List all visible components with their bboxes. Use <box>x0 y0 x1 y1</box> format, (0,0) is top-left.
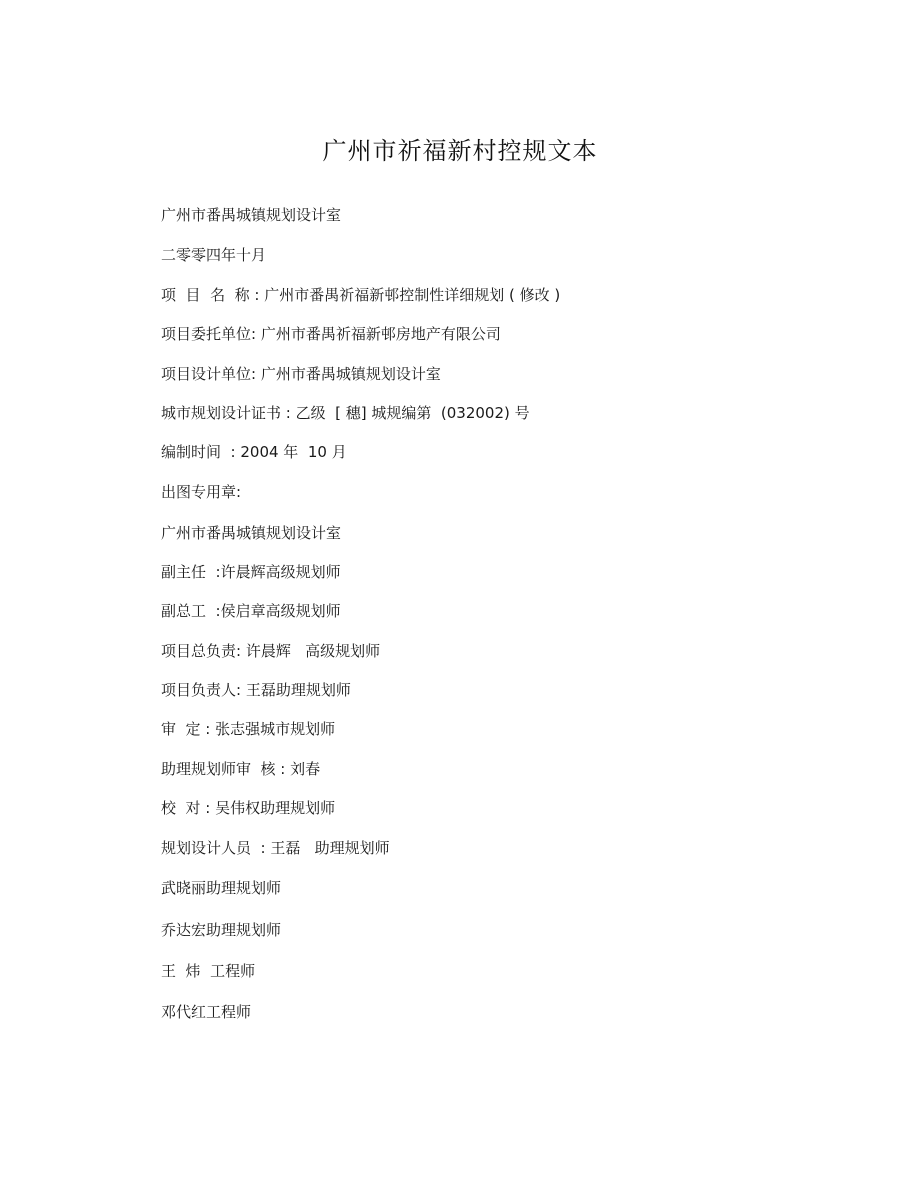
design-unit-line: 项目设计单位: 广州市番禺城镇规划设计室 <box>161 365 441 383</box>
stamp-org-line: 广州市番禺城镇规划设计室 <box>161 524 342 542</box>
deputy-director-line: 副主任 :许晨辉高级规划师 <box>161 563 341 581</box>
client-line: 项目委托单位: 广州市番禺祈福新邨房地产有限公司 <box>161 325 501 343</box>
stamp-label-line: 出图专用章: <box>161 483 242 501</box>
project-chief-line: 项目总负责: 许晨辉 高级规划师 <box>161 642 381 660</box>
designer-line: 武晓丽助理规划师 <box>161 879 282 897</box>
project-lead-line: 项目负责人: 王磊助理规划师 <box>161 681 351 699</box>
certificate-line: 城市规划设计证书 : 乙级 [ 穗] 城规编第 (032002) 号 <box>161 404 530 422</box>
date-line: 二零零四年十月 <box>161 246 267 264</box>
document-title: 广州市祈福新村控规文本 <box>322 137 598 165</box>
designer-line: 邓代红工程师 <box>161 1003 252 1021</box>
compile-time-line: 编制时间 : 2004 年 10 月 <box>161 443 347 461</box>
designers-line: 规划设计人员 : 王磊 助理规划师 <box>161 839 390 857</box>
proofread-line: 校 对 : 吴伟权助理规划师 <box>161 799 336 817</box>
designer-line: 王 炜 工程师 <box>161 962 256 980</box>
deputy-chief-engineer-line: 副总工 :侯启章高级规划师 <box>161 602 341 620</box>
org-name-line: 广州市番禺城镇规划设计室 <box>161 206 342 224</box>
designer-line: 乔达宏助理规划师 <box>161 921 282 939</box>
approval-line: 审 定 : 张志强城市规划师 <box>161 720 336 738</box>
review-line: 助理规划师审 核 : 刘春 <box>161 760 321 778</box>
project-name-line: 项 目 名 称 : 广州市番禺祈福新邨控制性详细规划 ( 修改 ) <box>161 286 561 304</box>
